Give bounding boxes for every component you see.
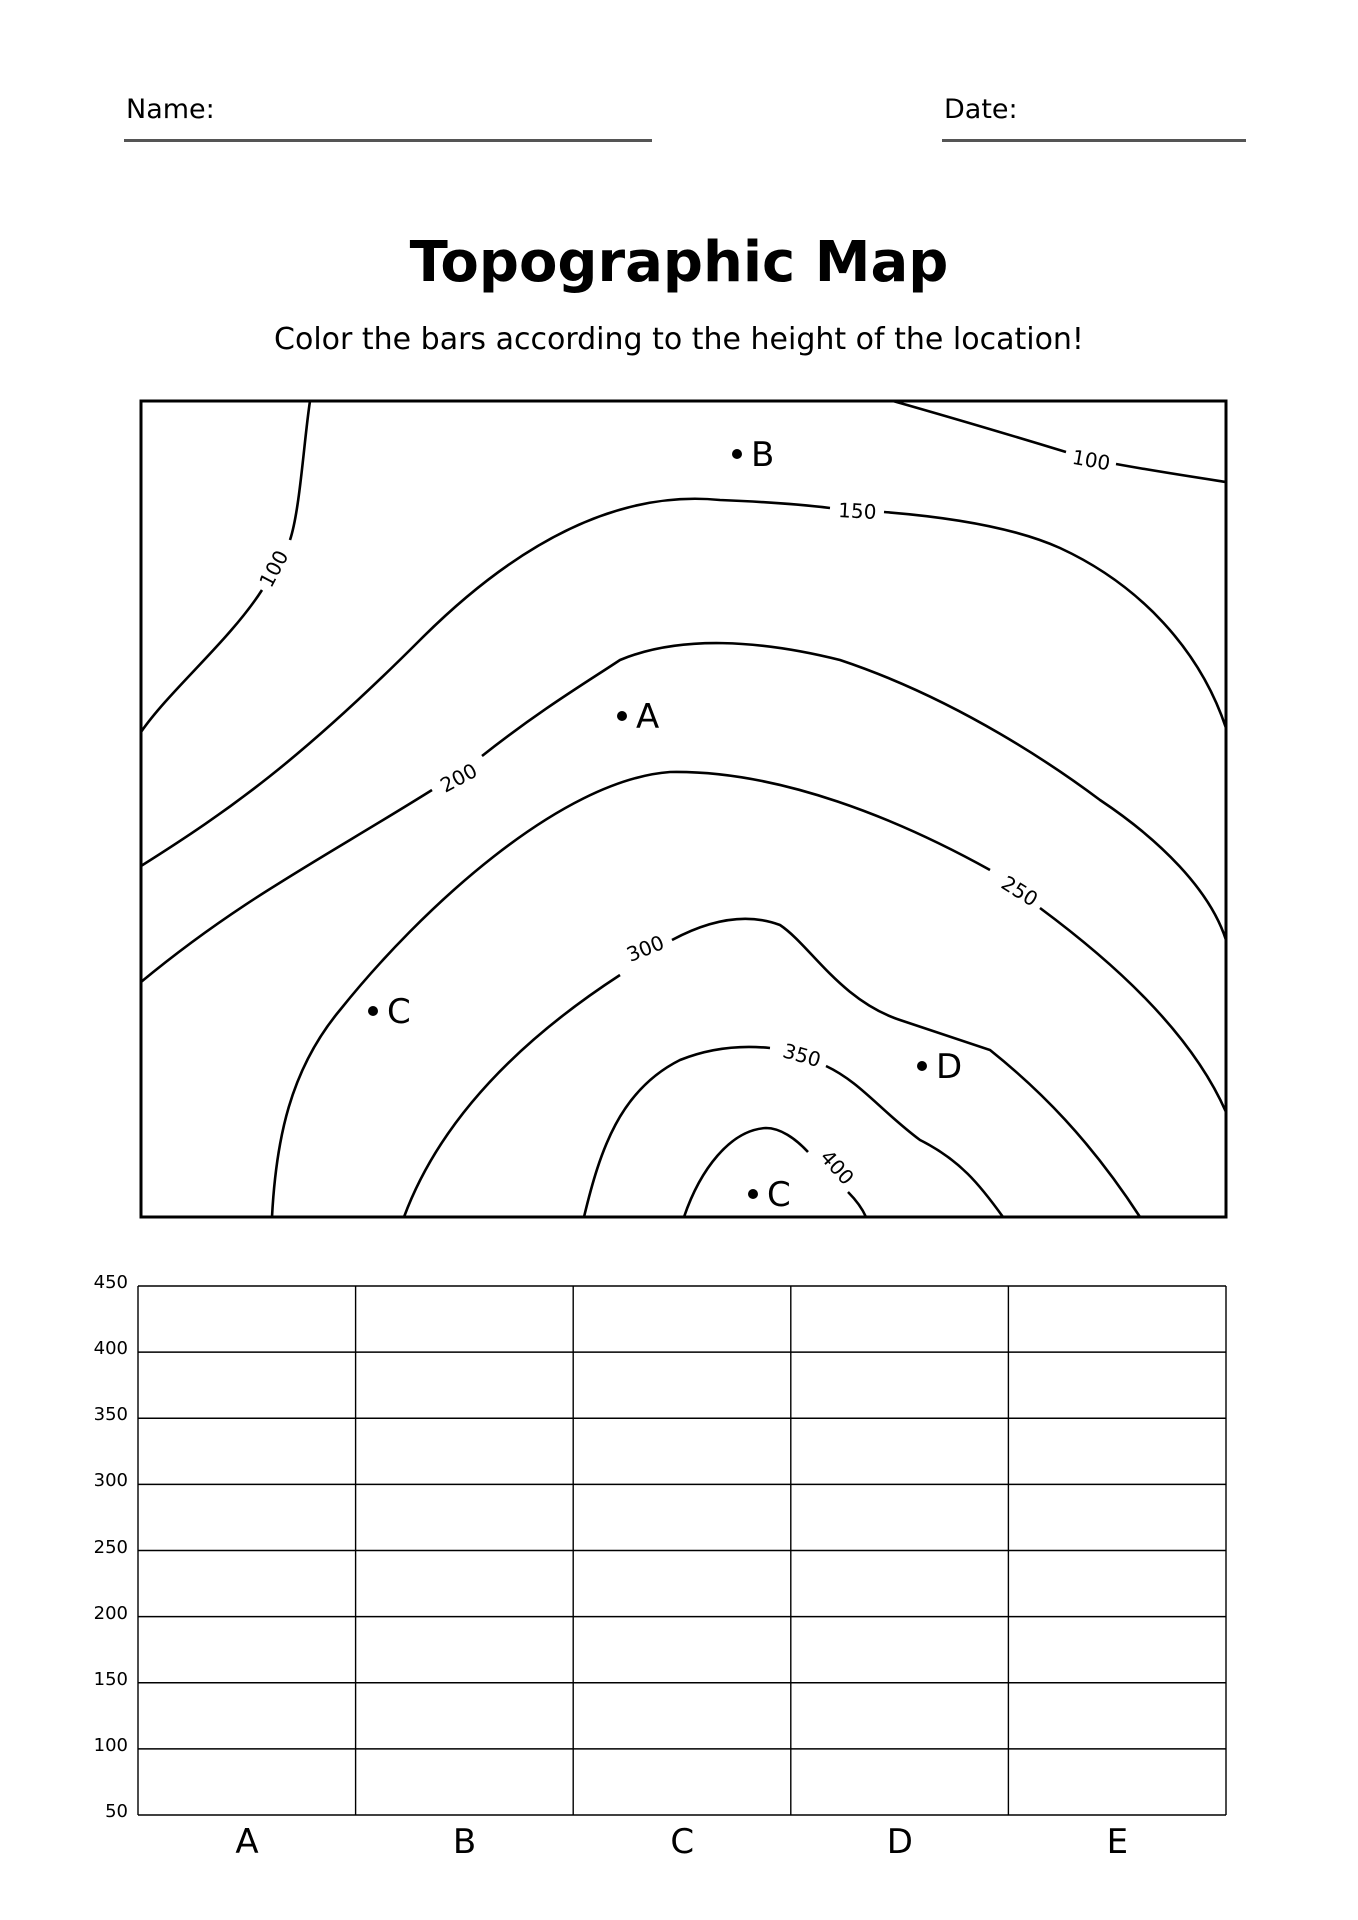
point-c2-dot [748,1189,758,1199]
y-tick-label: 300 [93,1470,128,1492]
y-tick-label: 450 [93,1272,128,1293]
point-c-label: C [387,992,411,1032]
contour-250 [272,772,1226,1217]
point-d-dot [917,1061,927,1071]
point-c-dot [368,1006,378,1016]
y-tick-label: 150 [93,1668,128,1690]
y-tick-label: 50 [105,1801,128,1822]
y-tick-label: 250 [93,1536,128,1558]
contour-label-400: 400 [815,1145,859,1190]
date-label: Date: [944,94,1018,125]
y-tick-label: 200 [93,1602,128,1624]
x-category-label: C [670,1822,695,1862]
y-tick-label: 100 [93,1734,128,1756]
contour-label-250: 250 [997,870,1043,912]
point-b-label: B [751,435,775,475]
y-tick-label: 350 [93,1404,128,1426]
contour-lines [141,401,1226,1217]
page-subtitle: Color the bars according to the height of the location! [274,322,1084,357]
name-label: Name: [126,94,215,125]
point-a-dot [617,711,627,721]
contour-label-100-left: 100 [254,546,294,592]
contour-label-150: 150 [837,498,878,524]
point-d-label: D [936,1047,963,1087]
contour-300 [404,919,1140,1217]
x-category-label: B [452,1822,477,1862]
contour-label-350: 350 [780,1038,824,1073]
x-category-label: A [235,1822,259,1862]
contour-label-300: 300 [623,930,668,967]
y-tick-label: 400 [93,1338,128,1360]
contour-150 [141,499,1226,866]
x-category-label: E [1106,1822,1129,1862]
point-c2-label: C [767,1175,791,1215]
contour-100-right [893,401,1226,482]
point-b-dot [732,449,742,459]
map-frame [141,401,1226,1217]
page-title: Topographic Map [409,230,949,295]
contour-200 [141,643,1226,982]
x-category-label: D [886,1822,913,1862]
contour-label-200: 200 [436,758,482,798]
contour-label-100-right: 100 [1070,444,1113,476]
point-a-label: A [636,697,660,737]
